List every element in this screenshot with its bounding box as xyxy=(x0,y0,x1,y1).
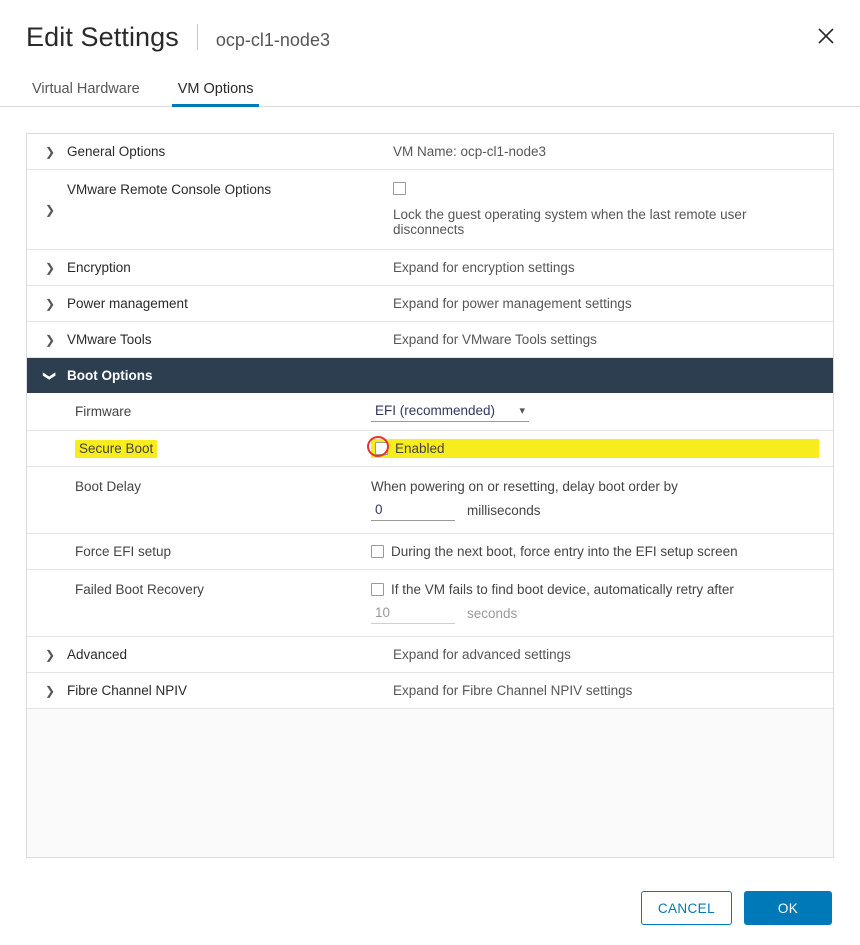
boot-delay-hint: When powering on or resetting, delay boot order by xyxy=(371,479,678,494)
section-encryption-desc: Expand for encryption settings xyxy=(393,260,575,275)
section-power-management[interactable] xyxy=(27,286,833,322)
section-vmware-tools-label: VMware Tools xyxy=(67,332,152,347)
secure-boot-enabled-label: Enabled xyxy=(395,441,445,456)
firmware-select[interactable] xyxy=(371,401,529,422)
tab-virtual-hardware[interactable]: Virtual Hardware xyxy=(32,81,140,97)
boot-delay-label: Boot Delay xyxy=(75,479,142,494)
dialog-footer xyxy=(0,891,860,925)
force-efi-setup-checkbox[interactable] xyxy=(371,545,384,558)
failed-boot-recovery-checkbox-line xyxy=(371,582,819,597)
failed-boot-recovery-input-row xyxy=(371,603,819,624)
section-vmware-tools[interactable] xyxy=(27,322,833,358)
row-boot-delay xyxy=(27,467,833,534)
ok-button[interactable]: OK xyxy=(744,891,832,925)
secure-boot-label-cell xyxy=(27,431,367,466)
section-power-management-label: Power management xyxy=(67,296,188,311)
secure-boot-annotation xyxy=(371,439,819,458)
row-firmware xyxy=(27,393,833,431)
chevron-right-icon: ❯ xyxy=(44,683,56,698)
force-efi-setup-label: Force EFI setup xyxy=(75,544,172,559)
chevron-down-icon: ❯ xyxy=(43,370,57,381)
firmware-label: Firmware xyxy=(75,404,132,419)
lock-guest-os-label: Lock the guest operating system when the last remote user disconnects xyxy=(393,207,747,237)
section-vmware-tools-desc: Expand for VMware Tools settings xyxy=(393,332,597,347)
tab-bar xyxy=(0,71,860,107)
section-advanced-desc: Expand for advanced settings xyxy=(393,647,571,662)
boot-delay-input[interactable] xyxy=(371,500,455,521)
force-efi-setup-value-cell xyxy=(367,534,833,569)
section-fibre-channel-npiv-label: Fibre Channel NPIV xyxy=(67,683,188,698)
section-general-options[interactable] xyxy=(27,134,833,170)
failed-boot-recovery-input[interactable] xyxy=(371,603,455,624)
force-efi-setup-checkbox-line xyxy=(371,544,819,559)
section-advanced[interactable] xyxy=(27,637,833,673)
row-force-efi-setup xyxy=(27,534,833,570)
page-title: Edit Settings xyxy=(26,22,179,52)
title-divider xyxy=(197,24,198,50)
secure-boot-value-cell xyxy=(367,431,833,466)
chevron-right-icon: ❯ xyxy=(44,144,56,159)
vm-options-panel xyxy=(26,133,834,858)
secure-boot-label: Secure Boot xyxy=(75,440,157,458)
section-remote-console-options-label: VMware Remote Console Options xyxy=(67,182,272,197)
section-remote-console-options[interactable] xyxy=(27,170,833,250)
force-efi-setup-checkbox-label: During the next boot, force entry into the EFI setup screen xyxy=(391,544,738,559)
section-fibre-channel-npiv-desc: Expand for Fibre Channel NPIV settings xyxy=(393,683,633,698)
section-advanced-label: Advanced xyxy=(67,647,128,662)
failed-boot-recovery-unit: seconds xyxy=(467,606,518,621)
tab-vm-options[interactable]: VM Options xyxy=(172,81,260,106)
chevron-right-icon: ❯ xyxy=(44,202,56,217)
failed-boot-recovery-value-cell xyxy=(367,570,833,636)
section-power-management-desc: Expand for power management settings xyxy=(393,296,632,311)
chevron-right-icon: ❯ xyxy=(44,296,56,311)
close-icon[interactable] xyxy=(812,22,840,50)
chevron-right-icon: ❯ xyxy=(44,260,56,275)
firmware-value-cell xyxy=(367,393,833,430)
cancel-button[interactable]: CANCEL xyxy=(641,891,732,925)
panel-empty-space xyxy=(27,709,833,858)
vm-name-subtitle: ocp-cl1-node3 xyxy=(215,30,330,50)
section-encryption[interactable] xyxy=(27,250,833,286)
boot-delay-input-row xyxy=(371,500,819,521)
secure-boot-enabled-checkbox[interactable] xyxy=(375,442,388,455)
chevron-right-icon: ❯ xyxy=(44,647,56,662)
failed-boot-recovery-checkbox-label: If the VM fails to find boot device, automatically retry after xyxy=(391,582,734,597)
section-general-options-desc: VM Name: ocp-cl1-node3 xyxy=(393,144,547,159)
section-encryption-label: Encryption xyxy=(67,260,131,275)
section-boot-options-label: Boot Options xyxy=(67,368,153,383)
section-remote-console-options-desc xyxy=(393,182,817,237)
boot-delay-unit: milliseconds xyxy=(467,503,541,518)
section-fibre-channel-npiv[interactable] xyxy=(27,673,833,709)
chevron-right-icon: ❯ xyxy=(44,332,56,347)
firmware-select-value: EFI (recommended) xyxy=(375,403,496,418)
row-failed-boot-recovery xyxy=(27,570,833,637)
section-boot-options[interactable] xyxy=(27,358,833,393)
failed-boot-recovery-checkbox[interactable] xyxy=(371,583,384,596)
dialog-header xyxy=(0,0,860,53)
lock-guest-os-checkbox[interactable] xyxy=(393,182,406,195)
boot-delay-value-cell xyxy=(367,467,833,533)
section-general-options-label: General Options xyxy=(67,144,166,159)
row-secure-boot xyxy=(27,431,833,467)
chevron-down-icon: ▾ xyxy=(519,405,525,417)
failed-boot-recovery-label: Failed Boot Recovery xyxy=(75,582,205,597)
